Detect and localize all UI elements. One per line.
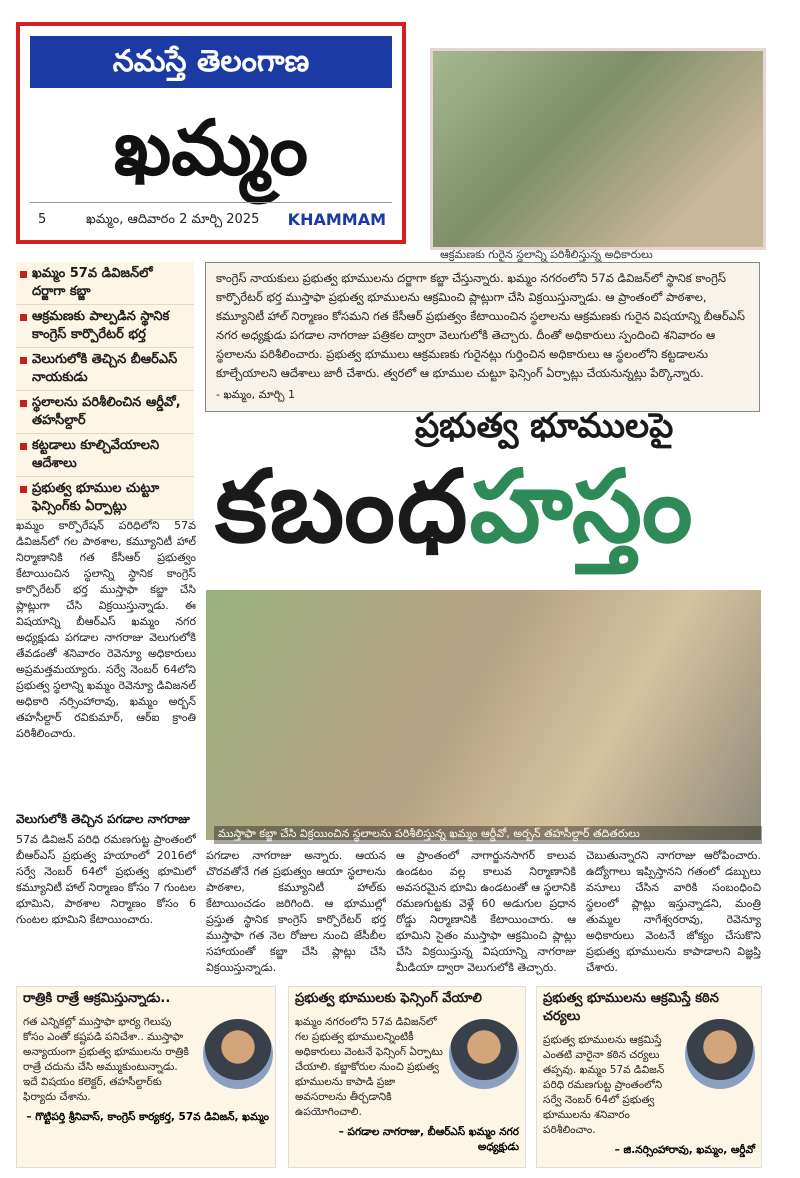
quote-box-title: ప్రభుత్వ భూములను ఆక్రమిస్తే కఠిన చర్యలు [543,991,719,1024]
highlight-item: కట్టడాలు కూల్చివేయాలని ఆదేశాలు [16,434,194,477]
lead-text: కాంగ్రెస్ నాయకులు ప్రభుత్వ భూములను దర్జాగా కబ్జా చేస్తున్నారు. ఖమ్మం నగరంలోని 57వ డివిజన్‌లో స్థానిక కాంగ్రెస్ కార్పొరేటర్ భర్త ముస్తాఫా ప్రభుత్వ భూములను ఆక్రమించి ప్లాట్లుగా చేసి విక్రయిస్తున్నాడు. ఆ ప్రాంతంలో పాఠశాల, కమ్యూనిటీ హాల్ నిర్మాణం కోసమని గత కేసీఆర్ ప్రభుత్వం కేటాయించిన స్థలాలను ఆక్రమణకు గురైన విషయాన్ని బీఆర్ఎస్ నగర అధ్యక్షుడు పగడాల నాగరాజు పత్రికల ద్వారా వెలుగులోకి తెచ్చారు. దీంతో అధికారులు స్పందించి శనివారం ఆ స్థలాలను పరిశీలించారు. ప్రభుత్వ భూములు ఆక్రమణకు గురైనట్లు గుర్తించిన అధికారులు ఆ స్థలంలోని కట్టడాలను కూల్చేయాలని ఆదేశాలు జారీ చేశారు. త్వరలో ఆ భూముల చుట్టూ ఫెన్సింగ్ ఏర్పాట్లు చేయనున్నట్లు పేర్కొన్నారు. [216,271,745,380]
page-number: 5 [38,212,47,227]
quote-box-1 [16,986,276,1168]
lead-paragraph [205,262,760,412]
quote-box-signature: – గొట్టిపర్తి శ్రీనివాస్, కాంగ్రెస్ కార్యకర్త, 57వ డివిజన్, ఖమ్మం [26,1111,269,1123]
article-column-1b: 57వ డివిజన్ పరిధి రమణగుట్ట ప్రాంతంలో బీఆర్ఎస్ ప్రభుత్వ హయాంలో 2016లో సర్వే నెంబర్ 64లో ప్రభుత్వ భూమిలో కమ్యూనిటీ హాల్ నిర్మాణం కోసం 7 గుంటల భూమిని, పాఠశాల నిర్మాణం కోసం 6 గుంటల భూమిని కేటాయించారు. [16,833,196,926]
quote-box-text: ఖమ్మం నగరంలోని 57వ డివిజన్‌లో గల ప్రభుత్వ భూములన్నింటికీ అధికారులు వెంటనే ఫెన్సింగ్ ఏర్పాటు చేయాలి. కబ్జాకోరుల నుంచి ప్రభుత్వ భూములను కాపాడి ప్రజా అవసరాలను తీర్చడానికి ఉపయోగించాలి. [295,1016,443,1118]
highlight-item: ఖమ్మం 57వ డివిజన్‌లో దర్జాగా కబ్జా [16,262,194,305]
headline-main [215,448,695,590]
quote-box-2 [288,986,526,1168]
article-column-2: పగడాల నాగరాజు అన్నారు. ఆయన చొరవతోనే గత ప్రభుత్వం ఆయా స్థలాలను పాఠశాల, కమ్యూనిటీ హాల్‌కు కేటాయించడం జరిగింది. ఆ భూముల్లో ప్రస్తుత స్థానిక కాంగ్రెస్ కార్పొరేటర్ భర్త ముస్తాఫా గత నెల రోజుల నుంచి జేసీబీల సహాయంతో కబ్జా చేసి ప్లాట్లు చేసి విక్రయిస్తున్నాడు. [206,849,386,974]
portrait-photo [685,1019,755,1089]
inspection-photo-main [206,590,761,840]
quote-box-signature: – పగడాల నాగరాజు, బీఆర్ఎస్ ఖమ్మం నగర అధ్యక్షుడు [338,1126,519,1153]
lead-dateline: - ఖమ్మం, మార్చి 1 [216,388,295,401]
article-subhead: వెలుగులోకి తెచ్చిన పగడాల నాగరాజు [16,812,190,826]
quote-box-title: ప్రభుత్వ భూములకు ఫెన్సింగ్ వేయాలి [295,991,482,1006]
highlight-item: ఆక్రమణకు పాల్పడిన స్థానిక కాంగ్రెస్ కార్పొరేటర్ భర్త [16,305,194,348]
quote-box-signature: – జి.నర్సింహారావు, ఖమ్మం, ఆర్డీవో [614,1144,755,1156]
quote-box-title: రాత్రికి రాత్రే ఆక్రమిస్తున్నాడు.. [23,991,171,1006]
highlights-list [16,262,194,520]
headline-word-a: కబంధ [215,448,470,565]
headline-line1: ప్రభుత్వ భూములపై [415,406,674,446]
quote-box-3 [536,986,762,1168]
highlight-item: ప్రభుత్వ భూముల చుట్టూ ఫెన్సింగ్‌కు ఏర్పాట్లు [16,477,194,520]
headline-word-b: హస్తం [469,448,695,565]
article-column-3: ఆ ప్రాంతంలో నాగార్జునసాగర్ కాలువ ఉండటం వల్ల కాలువ నిర్మాణానికి అవసరమైన భూమి ఉండటంతో ఆ స్థలానికి రమణగుట్టకు వెళ్లే 60 అడుగుల ప్రధాన రోడ్డు నిర్మాణానికి కేటాయించారు. ఆ భూమిని సైతం ముస్తాఫా ఆక్రమించి ప్లాట్లు చేసి విక్రయిస్తున్న విషయాన్ని నాగరాజు మీడియా ద్వారా వెలుగులోకి తెచ్చారు. [396,849,576,974]
portrait-photo [203,1019,273,1089]
masthead-info-bar [30,202,392,237]
newspaper-brand: నమస్తే తెలంగాణ [30,36,392,88]
photo2-caption: ముస్తాఫా కబ్జా చేసి విక్రయించిన స్థలాలను పరిశీలిస్తున్న ఖమ్మం ఆర్డీవో, అర్బన్ తహసీల్దార్ తదితరులు [214,826,762,844]
quote-box-text: ప్రభుత్వ భూములను ఆక్రమిస్తే ఎంతటి వారైనా కఠిన చర్యలు తప్పవు. ఖమ్మం 57వ డివిజన్ పరిధి రమణగుట్ట ప్రాంతంలోని సర్వే నెంబర్ 64లో ప్రభుత్వ భూములను శనివారం పరిశీలించాం. [543,1034,665,1136]
article-column-1: ఖమ్మం కార్పొరేషన్ పరిధిలోని 57వ డివిజన్‌లో గల పాఠశాల, కమ్యూనిటీ హాల్ నిర్మాణానికి గత కేసీఆర్ ప్రభుత్వం కేటాయించిన స్థలాన్ని స్థానిక కాంగ్రెస్ కార్పొరేటర్ భర్త ముస్తాఫా కబ్జా చేసి ప్లాట్లుగా చేసి విక్రయిస్తున్నాడు. ఈ విషయాన్ని బీఆర్ఎస్ ఖమ్మం నగర అధ్యక్షుడు పగడాల నాగరాజు వెలుగులోకి తేవడంతో శనివారం రెవెన్యూ అధికారులు అప్రమత్తమయ్యారు. సర్వే నెంబర్ 64లోని ప్రభుత్వ స్థలాన్ని ఖమ్మం రెవెన్యూ డివిజనల్ అధికారి నర్సింహారావు, ఖమ్మం అర్బన్ తహసీల్దార్ రవికుమార్, ఆర్ఐ క్రాంతి పరిశీలించారు. [16,519,196,740]
quote-box-text: గత ఎన్నికల్లో ముస్తాఫా భార్య గెలుపు కోసం ఎంతో కష్టపడి పనిచేశా.. ముస్తాఫా అన్యాయంగా ప్రభుత్వ భూములను రాత్రికి రాత్రే చదును చేసి అమ్ముకుంటున్నాడు. ఇదే విషయం కలెక్టర్, తహసీల్దార్‌కు ఫిర్యాదు చేశాను. [23,1016,189,1103]
highlight-item: వెలుగులోకి తెచ్చిన బీఆర్ఎస్ నాయకుడు [16,348,194,391]
masthead [16,22,406,244]
article-column-4: చెబుతున్నారని నాగరాజు ఆరోపించారు. ఉద్యోగాలు ఇప్పిస్తానని గతంలో డబ్బులు వసూలు చేసిన వారికి సంబంధించి స్థలంలో ప్లాట్లు ఇస్తున్నాడని, మంత్రి తుమ్మల నాగేశ్వరరావు, రెవెన్యూ అధికారులు వెంటనే జోక్యం చేసుకొని ప్రభుత్వ భూములను కాపాడాలని విజ్ఞప్తి చేశారు. [586,849,761,974]
inspection-photo-top [430,48,766,250]
edition-name-en: KHAMMAM [287,210,386,229]
portrait-photo [449,1019,519,1089]
edition-city: ఖమ్మం [113,103,309,192]
highlight-item: స్థలాలను పరిశీలించిన ఆర్డీవో, తహసీల్దార్ [16,391,194,434]
photo1-caption: ఆక్రమణకు గురైన స్థలాన్ని పరిశీలిస్తున్న అధికారులు [440,248,653,261]
edition-date: ఖమ్మం, ఆదివారం 2 మార్చి 2025 [86,212,260,227]
